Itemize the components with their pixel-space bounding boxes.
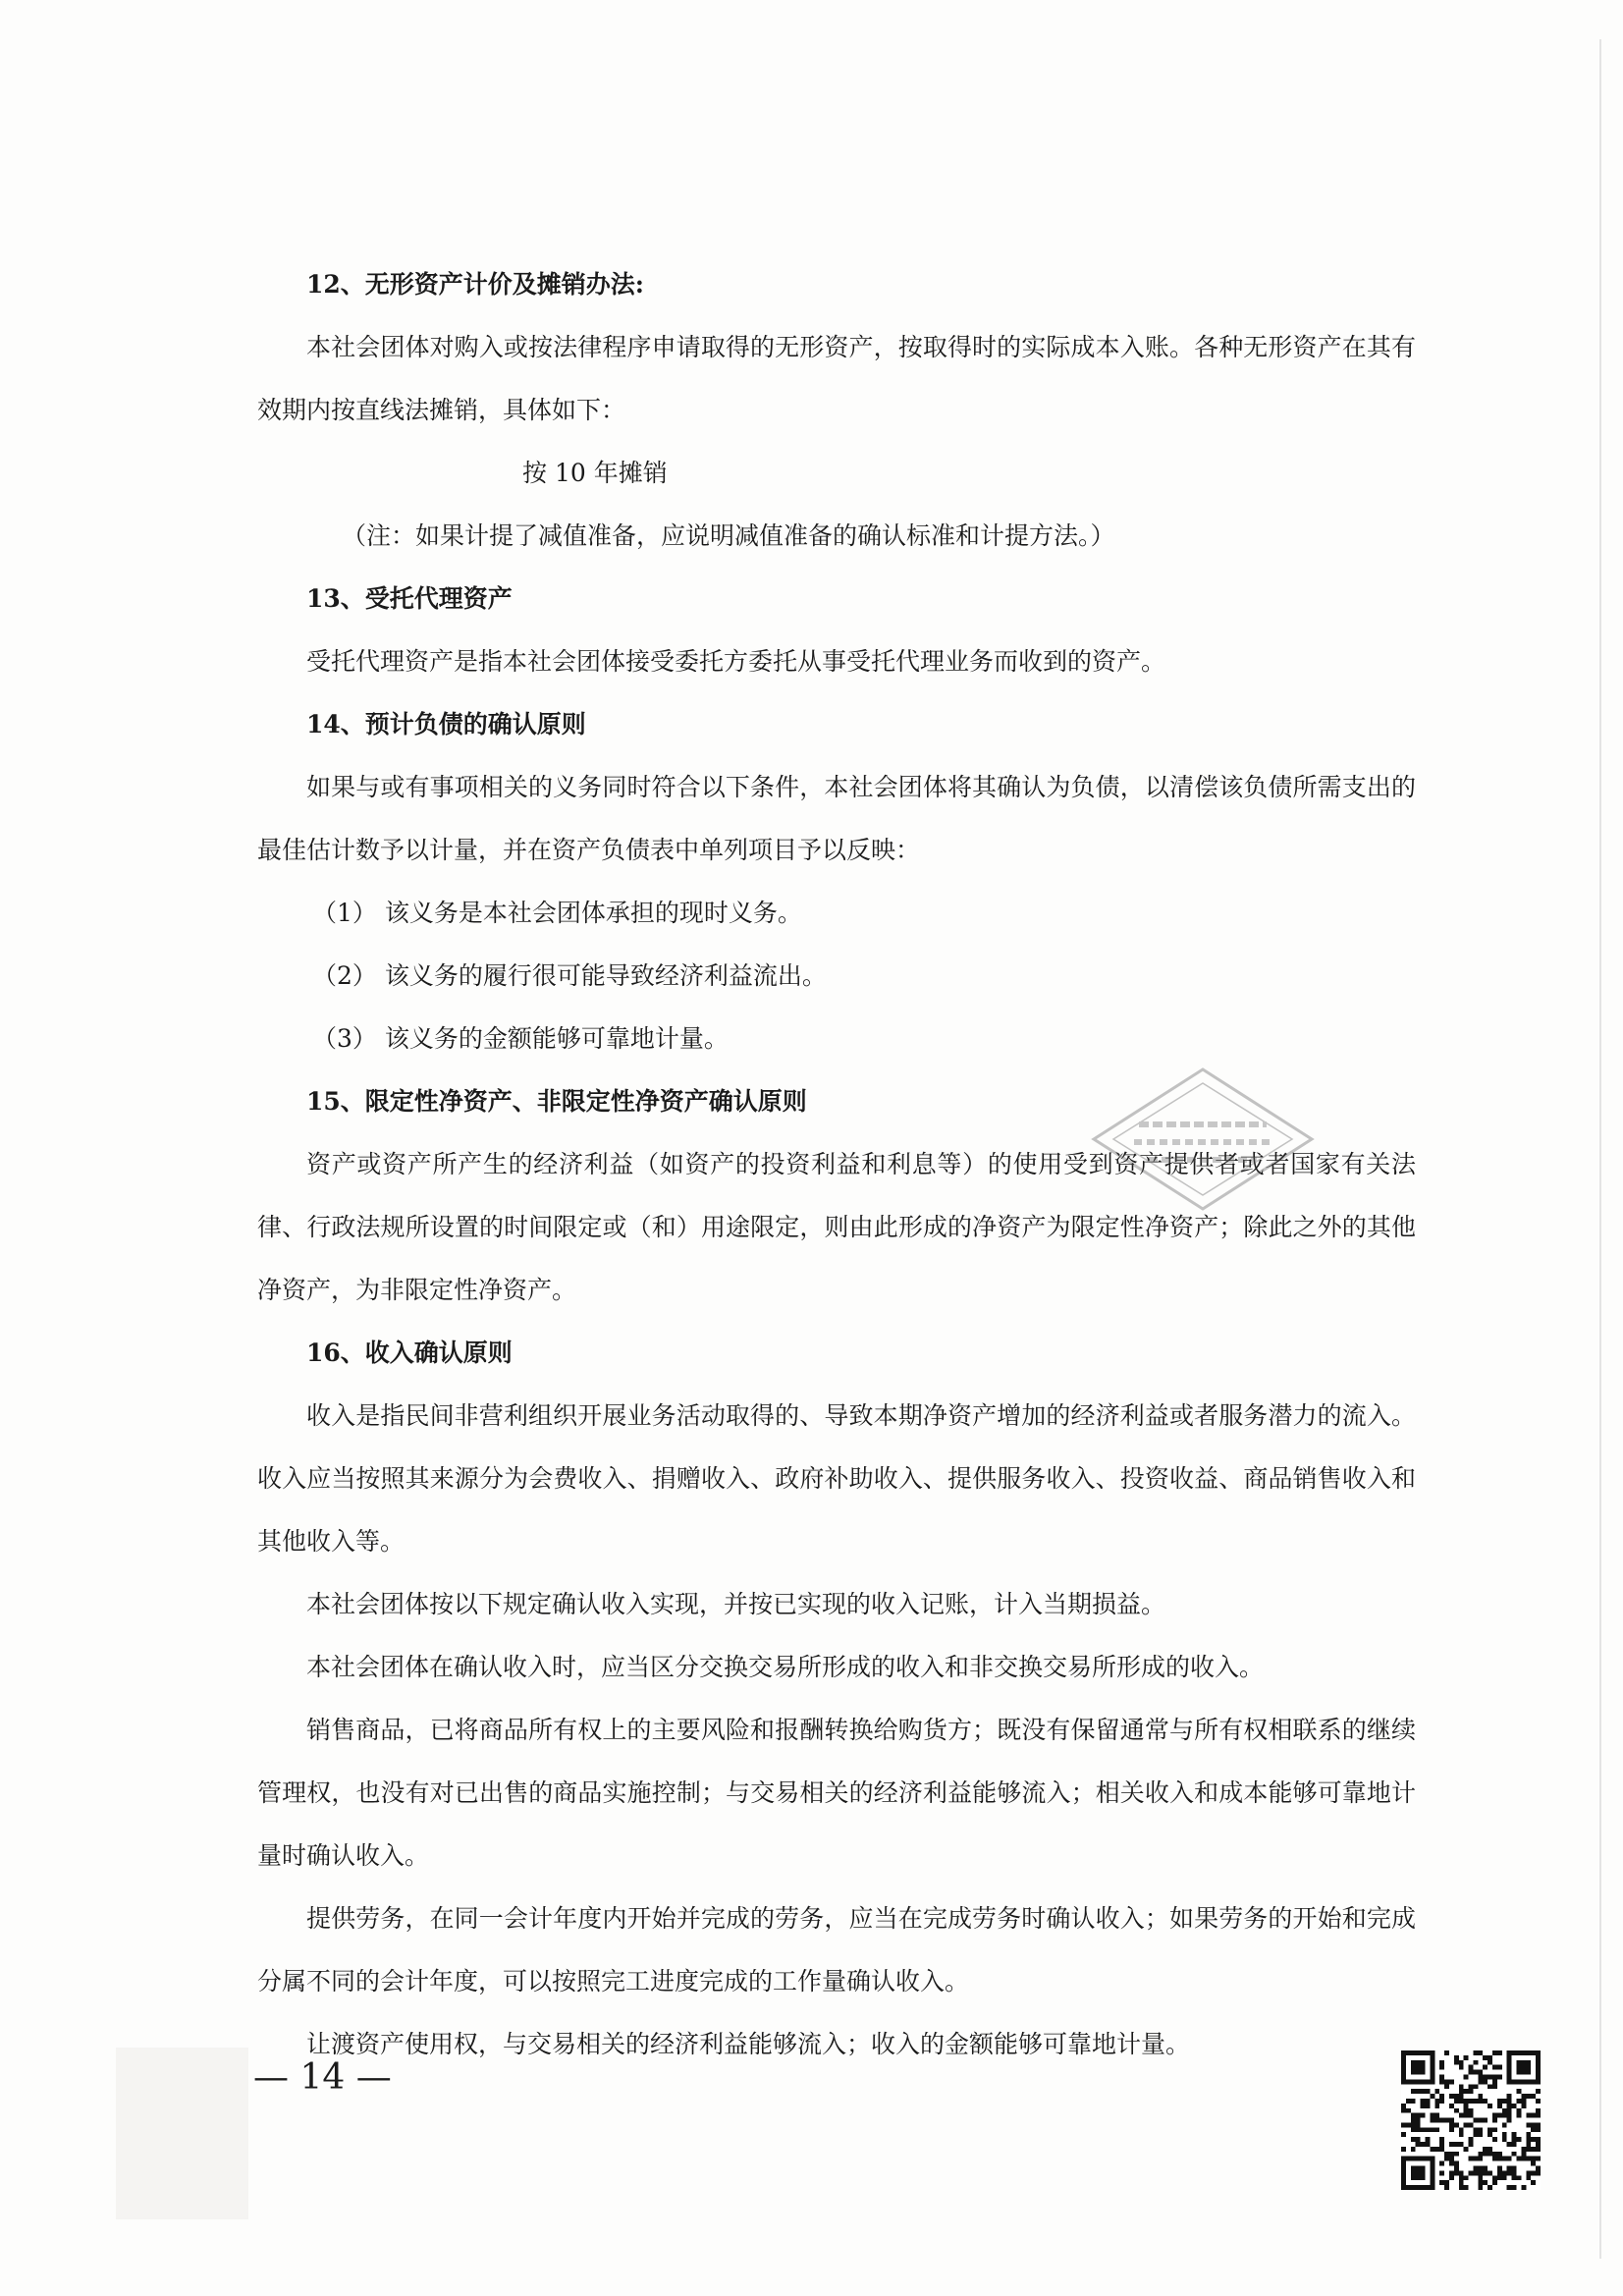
impairment-note: （注：如果计提了减值准备，应说明减值准备的确认标准和计提方法。） [342,521,1115,550]
section-heading-14: 14、预计负债的确认原则 [306,710,586,738]
section-16-paragraph: 让渡资产使用权，与交易相关的经济利益能够流入；收入的金额能够可靠地计量。 [306,2030,1191,2058]
section-heading-13: 13、受托代理资产 [306,584,513,613]
qr-code-icon [1401,2050,1541,2190]
scan-smudge [116,2048,248,2219]
page-number: — 14 — [253,2057,392,2098]
section-16-paragraph: 本社会团体按以下规定确认收入实现，并按已实现的收入记账，计入当期损益。 [306,1590,1166,1618]
seal-stamp-icon [1090,1066,1316,1213]
amortization-period: 按 10 年摊销 [522,459,668,487]
section-13-paragraph: 受托代理资产是指本社会团体接受委托方委托从事受托代理业务而收到的资产。 [306,647,1166,676]
section-16-paragraph: 销售商品，已将商品所有权上的主要风险和报酬转换给购货方；既没有保留通常与所有权相联系的继续管理权，也没有对已出售的商品实施控制；与交易相关的经济利益能够流入；相关收入和成本能够可靠地计量时确认收入。 [257,1716,1416,1870]
section-15-paragraph: 资产或资产所产生的经济利益（如资产的投资利益和利息等）的使用受到资产提供者或者国家有关法律、行政法规所设置的时间限定或（和）用途限定，则由此形成的净资产为限定性净资产；除此之外的其他净资产，为非限定性净资产。 [257,1150,1416,1304]
list-item: （3） 该义务的金额能够可靠地计量。 [312,1024,729,1053]
list-item: （1） 该义务是本社会团体承担的现时义务。 [312,899,802,927]
section-14-paragraph: 如果与或有事项相关的义务同时符合以下条件，本社会团体将其确认为负债，以清偿该负债所需支出的最佳估计数予以计量，并在资产负债表中单列项目予以反映： [257,773,1416,864]
section-heading-15: 15、限定性净资产、非限定性净资产确认原则 [306,1087,807,1116]
list-item: （2） 该义务的履行很可能导致经济利益流出。 [312,961,827,990]
section-heading-12: 12、无形资产计价及摊销办法: [306,270,645,299]
section-16-paragraph: 收入是指民间非营利组织开展业务活动取得的、导致本期净资产增加的经济利益或者服务潜力的流入。收入应当按照其来源分为会费收入、捐赠收入、政府补助收入、提供服务收入、投资收益、商品销售收入和其他收入等。 [257,1401,1416,1556]
scan-edge-line [1599,39,1601,2259]
section-heading-16: 16、收入确认原则 [306,1339,513,1367]
section-16-paragraph: 提供劳务，在同一会计年度内开始并完成的劳务，应当在完成劳务时确认收入；如果劳务的开始和完成分属不同的会计年度，可以按照完工进度完成的工作量确认收入。 [257,1904,1416,1995]
section-16-paragraph: 本社会团体在确认收入时，应当区分交换交易所形成的收入和非交换交易所形成的收入。 [306,1653,1265,1681]
section-12-paragraph: 本社会团体对购入或按法律程序申请取得的无形资产，按取得时的实际成本入账。各种无形资产在其有效期内按直线法摊销，具体如下： [257,333,1416,424]
